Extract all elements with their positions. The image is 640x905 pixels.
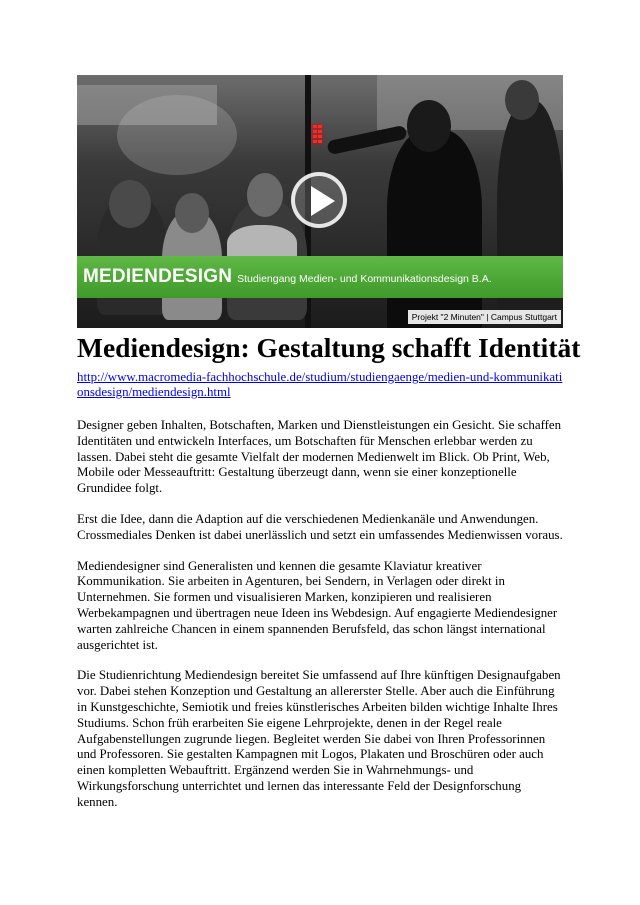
program-banner xyxy=(77,256,563,298)
page-title: Mediendesign: Gestaltung schafft Identität xyxy=(77,332,581,363)
source-link[interactable]: http://www.macromedia-fachhochschule.de/studium/studiengaenge/medien-und-kommunikationsdesign/mediendesign.html xyxy=(77,370,563,399)
video-caption: Projekt "2 Minuten" | Campus Stuttgart xyxy=(408,310,561,324)
video-thumbnail[interactable] xyxy=(77,75,563,328)
play-icon xyxy=(309,186,335,216)
paragraph-4: Die Studienrichtung Mediendesign bereitet Sie umfassend auf Ihre künftigen Designaufgaben vor. Dabei stehen Konzeption und Gestaltung an allererster Stelle. Aber auch die Einführung in Kunstgeschichte, Semiotik und freies künstlerisches Arbeiten bilden wichtige Inhalte Ihres Studiums. Schon früh erarbeiten Sie eigene Lehrprojekte, denen in der Regel reale Aufgabenstellungen zugrunde liegen. Begleitet werden Sie dabei von Ihren Professorinnen und Professoren. Sie gestalten Kampagnen mit Logos, Plakaten und Broschüren oder auch einen kompletten Webauftritt. Ergänzend werden Sie in Wahrnehmungs- und Wirkungsforschung unterrichtet und lernen das interessante Feld der Designforschung kennen. xyxy=(77,668,561,809)
red-led-panel xyxy=(313,125,325,147)
paragraph-2: Erst die Idee, dann die Adaption auf die verschiedenen Medienkanäle und Anwendungen. Crossmediales Denken ist dabei unerlässlich und setzt ein umfassendes Medienwissen voraus. xyxy=(77,511,563,542)
banner-subtitle: Studiengang Medien- und Kommunikationsdesign B.A. xyxy=(237,272,492,285)
play-button[interactable] xyxy=(291,172,347,228)
paragraph-1: Designer geben Inhalten, Botschaften, Marken und Dienstleistungen ein Gesicht. Sie schaffen Identitäten und entwickeln Interfaces, um Botschaften für Menschen erlebbar werden zu lassen. Dabei steht die gesamte Vielfalt der modernen Medienwelt im Blick. Ob Print, Web, Mobile oder Messeauftritt: Gestaltung überzeugt dann, wenn sie einer konzeptionelle Grundidee folgt. xyxy=(77,418,562,496)
document-page xyxy=(77,75,581,811)
banner-title: MEDIENDESIGN xyxy=(83,266,233,287)
paragraph-3: Mediendesigner sind Generalisten und kennen die gesamte Klaviatur kreativer Kommunikation. Sie arbeiten in Agenturen, bei Sendern, in Verlagen oder direkt in Unternehmen. Sie formen und visualisieren Marken, konzipieren und realisieren Werbekampagnen und übertragen neue Ideen ins Webdesign. Auf engagierte Mediendesigner warten zahlreiche Chancen in einem spannenden Berufsfeld, das schon längst international ausgerichtet ist. xyxy=(77,558,558,652)
